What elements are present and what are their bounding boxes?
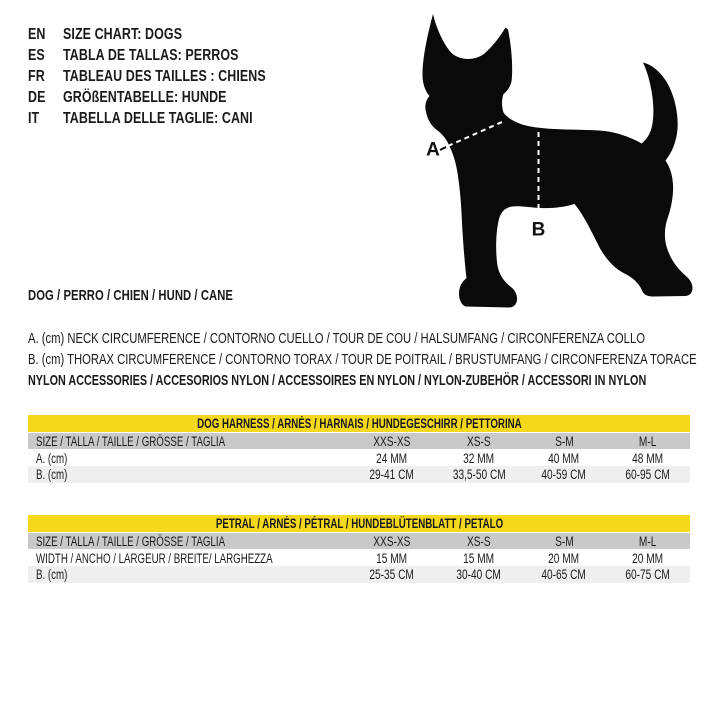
neck-measure-stub bbox=[440, 147, 446, 150]
value-cell: 29-41 CM bbox=[348, 466, 436, 483]
language-code: FR bbox=[28, 67, 45, 85]
language-code: ES bbox=[28, 47, 45, 65]
petral-size-header-row bbox=[28, 533, 690, 550]
measurement-legend bbox=[28, 328, 720, 391]
legend-line-a: A. (cm) NECK CIRCUMFERENCE / CONTORNO CUELLO / TOUR DE COU / HALSUMFANG / CIRCONFERENZA COLLO bbox=[28, 330, 645, 347]
value-cell: 30-40 CM bbox=[436, 566, 522, 583]
row-label: B. (cm) bbox=[28, 466, 348, 483]
legend-line-b: B. (cm) THORAX CIRCUMFERENCE / CONTORNO TORAX / TOUR DE POITRAIL / BRUSTUMFANG / CIRCONFERENZA TORACE bbox=[28, 351, 697, 368]
harness-row-a bbox=[28, 450, 690, 466]
size-col-header: M-L bbox=[606, 433, 690, 450]
harness-size-table bbox=[28, 415, 690, 483]
row-label: SIZE / TALLA / TAILLE / GRÖSSE / TAGLIA bbox=[28, 433, 348, 450]
legend-line-nylon: NYLON ACCESSORIES / ACCESORIOS NYLON / ACCESSOIRES EN NYLON / NYLON-ZUBEHÖR / ACCESSORI IN NYLON bbox=[28, 372, 647, 389]
value-cell: 48 MM bbox=[606, 450, 690, 466]
language-row-it bbox=[28, 108, 323, 129]
petral-size-table bbox=[28, 515, 690, 583]
value-cell: 20 MM bbox=[606, 550, 690, 566]
harness-row-b bbox=[28, 466, 690, 483]
dog-silhouette-icon bbox=[423, 14, 693, 308]
size-col-header: XXS-XS bbox=[348, 533, 436, 550]
size-col-header: S-M bbox=[522, 433, 606, 450]
row-label: B. (cm) bbox=[28, 566, 348, 583]
marker-a-label: A bbox=[426, 139, 440, 161]
language-row-en bbox=[28, 25, 323, 46]
value-cell: 32 MM bbox=[436, 450, 522, 466]
petral-row-b bbox=[28, 566, 690, 583]
language-code: IT bbox=[28, 109, 40, 127]
value-cell: 33,5-50 CM bbox=[436, 466, 522, 483]
language-row-de bbox=[28, 87, 323, 108]
petral-table-title-row bbox=[28, 515, 690, 533]
language-code: EN bbox=[28, 26, 46, 44]
harness-table-title: DOG HARNESS / ARNÉS / HARNAIS / HUNDEGESCHIRR / PETTORINA bbox=[28, 415, 690, 433]
value-cell: 25-35 CM bbox=[348, 566, 436, 583]
value-cell: 60-75 CM bbox=[606, 566, 690, 583]
value-cell: 40-65 CM bbox=[522, 566, 606, 583]
harness-table-title-row bbox=[28, 415, 690, 433]
language-title-list bbox=[28, 25, 323, 129]
size-col-header: XS-S bbox=[436, 533, 522, 550]
language-row-fr bbox=[28, 67, 323, 88]
row-label: SIZE / TALLA / TAILLE / GRÖSSE / TAGLIA bbox=[28, 533, 348, 550]
species-line-text: DOG / PERRO / CHIEN / HUND / CANE bbox=[28, 287, 233, 304]
language-title: TABELLA DELLE TAGLIE: CANI bbox=[63, 109, 253, 127]
size-col-header: M-L bbox=[606, 533, 690, 550]
language-row-es bbox=[28, 46, 323, 67]
size-col-header: XXS-XS bbox=[348, 433, 436, 450]
language-title: TABLA DE TALLAS: PERROS bbox=[63, 47, 239, 65]
language-title: TABLEAU DES TAILLES : CHIENS bbox=[63, 67, 266, 85]
value-cell: 40-59 CM bbox=[522, 466, 606, 483]
value-cell: 20 MM bbox=[522, 550, 606, 566]
language-code: DE bbox=[28, 88, 46, 106]
value-cell: 15 MM bbox=[348, 550, 436, 566]
size-col-header: XS-S bbox=[436, 433, 522, 450]
value-cell: 40 MM bbox=[522, 450, 606, 466]
petral-table-title: PETRAL / ARNÉS / PÉTRAL / HUNDEBLÜTENBLATT / PETALO bbox=[28, 515, 690, 533]
value-cell: 15 MM bbox=[436, 550, 522, 566]
language-title: GRÖßENTABELLE: HUNDE bbox=[63, 88, 227, 106]
row-label: A. (cm) bbox=[28, 450, 348, 466]
harness-size-header-row bbox=[28, 433, 690, 450]
petral-row-width bbox=[28, 550, 690, 566]
value-cell: 60-95 CM bbox=[606, 466, 690, 483]
language-title: SIZE CHART: DOGS bbox=[63, 26, 183, 44]
row-label: WIDTH / ANCHO / LARGEUR / BREITE/ LARGHEZZA bbox=[28, 550, 348, 566]
species-line bbox=[28, 287, 301, 304]
dog-measurement-diagram bbox=[410, 5, 710, 315]
marker-b-label: B bbox=[531, 219, 546, 241]
size-col-header: S-M bbox=[522, 533, 606, 550]
value-cell: 24 MM bbox=[348, 450, 436, 466]
